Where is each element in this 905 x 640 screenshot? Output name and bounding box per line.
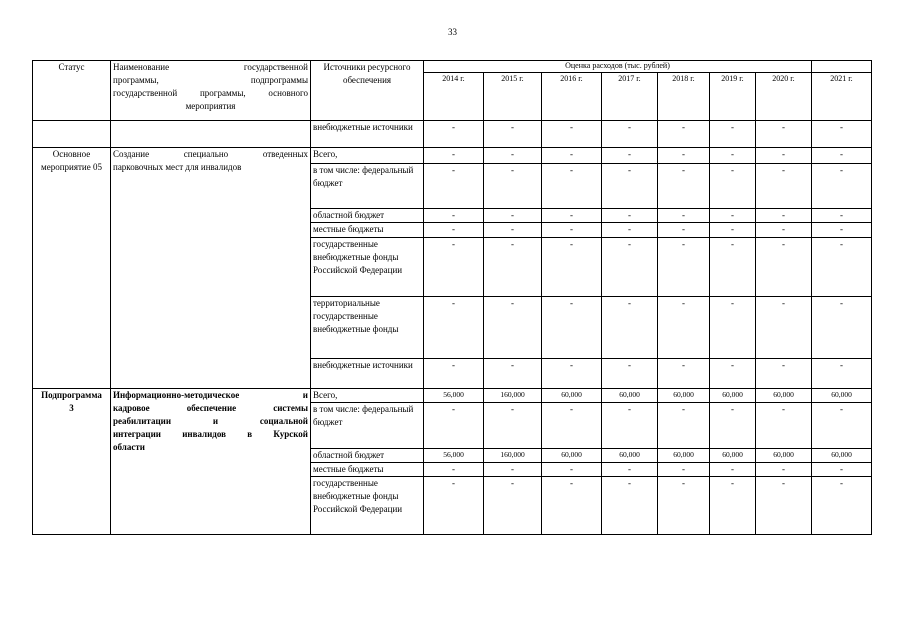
source-cell: местные бюджеты [311, 463, 424, 477]
value-cell: - [812, 164, 872, 209]
header-source: Источники ресурсного обеспечения [311, 61, 424, 121]
value-cell: - [658, 164, 710, 209]
value-cell: - [424, 223, 484, 238]
value-cell: 60,000 [602, 389, 658, 403]
value-cell: 60,000 [756, 449, 812, 463]
value-cell: - [602, 477, 658, 535]
value-cell: - [602, 223, 658, 238]
year-header: 2015 г. [484, 73, 542, 121]
value-cell: - [710, 403, 756, 449]
header-name-line: программы, подпрограммы [113, 75, 308, 85]
value-cell: - [812, 121, 872, 148]
value-cell: - [658, 297, 710, 359]
name-cell [111, 121, 311, 148]
value-cell: - [602, 463, 658, 477]
value-cell: - [602, 359, 658, 389]
value-cell: - [756, 223, 812, 238]
year-header: 2017 г. [602, 73, 658, 121]
header-row-1 [33, 61, 872, 73]
header-name-line: мероприятия [185, 101, 236, 111]
value-cell: - [484, 403, 542, 449]
table-row [33, 121, 872, 148]
name-line: реабилитации и социальной [113, 416, 308, 426]
source-cell: в том числе: федеральный бюджет [311, 403, 424, 449]
value-cell: - [658, 403, 710, 449]
name-line: кадровое обеспечение системы [113, 403, 308, 413]
value-cell: - [756, 148, 812, 164]
value-cell: 56,000 [424, 449, 484, 463]
value-cell: - [658, 477, 710, 535]
value-cell: - [424, 121, 484, 148]
year-header: 2016 г. [542, 73, 602, 121]
value-cell: - [756, 121, 812, 148]
value-cell: - [756, 164, 812, 209]
value-cell: 60,000 [812, 389, 872, 403]
source-cell: в том числе: федеральный бюджет [311, 164, 424, 209]
value-cell: - [542, 223, 602, 238]
source-cell: государственные внебюджетные фонды Российской Федерации [311, 238, 424, 297]
source-cell: Всего, [311, 148, 424, 164]
name-cell [111, 389, 311, 535]
header-name-line: государственной программы, основного [113, 88, 308, 98]
value-cell: - [710, 223, 756, 238]
value-cell: - [812, 238, 872, 297]
value-cell: - [484, 297, 542, 359]
value-cell: 160,000 [484, 389, 542, 403]
year-header: 2021 г. [812, 73, 872, 121]
value-cell: - [710, 297, 756, 359]
value-cell: - [424, 463, 484, 477]
value-cell: - [812, 223, 872, 238]
value-cell: - [542, 477, 602, 535]
value-cell: - [756, 209, 812, 223]
value-cell: - [542, 297, 602, 359]
header-estimate-cont [812, 61, 872, 73]
value-cell: - [484, 463, 542, 477]
value-cell: - [542, 121, 602, 148]
value-cell: 60,000 [710, 389, 756, 403]
source-cell: внебюджетные источники [311, 359, 424, 389]
value-cell: - [542, 359, 602, 389]
value-cell: - [484, 121, 542, 148]
value-cell: - [542, 238, 602, 297]
value-cell: - [602, 121, 658, 148]
status-line: Основное [52, 149, 91, 159]
value-cell: - [812, 463, 872, 477]
name-line: Создание специально отведенных [113, 149, 308, 159]
value-cell: - [756, 238, 812, 297]
value-cell: 60,000 [658, 449, 710, 463]
value-cell: - [756, 297, 812, 359]
status-cell [33, 148, 111, 389]
header-estimate: Оценка расходов (тыс. рублей) [424, 61, 812, 73]
value-cell: - [484, 359, 542, 389]
status-line: мероприятие 05 [41, 162, 102, 172]
value-cell: - [710, 463, 756, 477]
status-cell [33, 121, 111, 148]
value-cell: - [484, 223, 542, 238]
source-cell: внебюджетные источники [311, 121, 424, 148]
value-cell: - [602, 238, 658, 297]
value-cell: - [812, 359, 872, 389]
value-cell: - [542, 164, 602, 209]
value-cell: 56,000 [424, 389, 484, 403]
value-cell: - [424, 238, 484, 297]
expense-table [32, 60, 872, 535]
status-line: Подпрограмма [41, 390, 102, 400]
value-cell: - [710, 359, 756, 389]
value-cell: 160,000 [484, 449, 542, 463]
value-cell: - [424, 164, 484, 209]
value-cell: - [424, 209, 484, 223]
value-cell: 60,000 [602, 449, 658, 463]
table-row [33, 389, 872, 403]
status-line: 3 [69, 403, 74, 413]
value-cell: - [424, 148, 484, 164]
source-cell: Всего, [311, 389, 424, 403]
value-cell: - [710, 209, 756, 223]
value-cell: - [602, 164, 658, 209]
header-name [111, 61, 311, 121]
page-number: 33 [448, 27, 457, 37]
source-cell: территориальные государственные внебюджетные фонды [311, 297, 424, 359]
value-cell: - [658, 359, 710, 389]
name-line: интеграции инвалидов в Курской [113, 429, 308, 439]
value-cell: - [812, 209, 872, 223]
header-status: Статус [33, 61, 111, 121]
value-cell: - [542, 148, 602, 164]
value-cell: - [484, 209, 542, 223]
value-cell: - [710, 477, 756, 535]
value-cell: - [812, 297, 872, 359]
value-cell: - [484, 148, 542, 164]
status-cell [33, 389, 111, 535]
year-header: 2014 г. [424, 73, 484, 121]
value-cell: - [602, 209, 658, 223]
source-cell: местные бюджеты [311, 223, 424, 238]
value-cell: - [756, 463, 812, 477]
value-cell: - [812, 148, 872, 164]
value-cell: - [658, 121, 710, 148]
value-cell: - [424, 297, 484, 359]
header-name-line: Наименование государственной [113, 62, 308, 72]
value-cell: - [542, 209, 602, 223]
value-cell: 60,000 [710, 449, 756, 463]
year-header: 2019 г. [710, 73, 756, 121]
value-cell: - [424, 359, 484, 389]
value-cell: - [424, 403, 484, 449]
table-row [33, 148, 872, 164]
value-cell: - [658, 223, 710, 238]
name-line: Информационно-методическое и [113, 390, 308, 400]
value-cell: - [710, 164, 756, 209]
name-cell [111, 148, 311, 389]
value-cell: - [484, 477, 542, 535]
value-cell: - [710, 238, 756, 297]
value-cell: - [658, 148, 710, 164]
value-cell: - [658, 463, 710, 477]
year-header: 2018 г. [658, 73, 710, 121]
value-cell: 60,000 [756, 389, 812, 403]
value-cell: - [710, 121, 756, 148]
value-cell: - [602, 297, 658, 359]
value-cell: - [658, 209, 710, 223]
value-cell: 60,000 [812, 449, 872, 463]
value-cell: - [602, 403, 658, 449]
value-cell: - [602, 148, 658, 164]
value-cell: - [542, 463, 602, 477]
name-line: области [113, 442, 145, 452]
value-cell: - [484, 238, 542, 297]
name-line: парковочных мест для инвалидов [113, 162, 242, 172]
value-cell: - [812, 477, 872, 535]
value-cell: - [424, 477, 484, 535]
source-cell: областной бюджет [311, 209, 424, 223]
value-cell: - [756, 359, 812, 389]
value-cell: - [484, 164, 542, 209]
value-cell: - [710, 148, 756, 164]
value-cell: - [756, 403, 812, 449]
value-cell: 60,000 [658, 389, 710, 403]
value-cell: 60,000 [542, 449, 602, 463]
value-cell: - [812, 403, 872, 449]
year-header: 2020 г. [756, 73, 812, 121]
value-cell: 60,000 [542, 389, 602, 403]
value-cell: - [542, 403, 602, 449]
value-cell: - [756, 477, 812, 535]
source-cell: областной бюджет [311, 449, 424, 463]
value-cell: - [658, 238, 710, 297]
source-cell: государственные внебюджетные фонды Российской Федерации [311, 477, 424, 535]
